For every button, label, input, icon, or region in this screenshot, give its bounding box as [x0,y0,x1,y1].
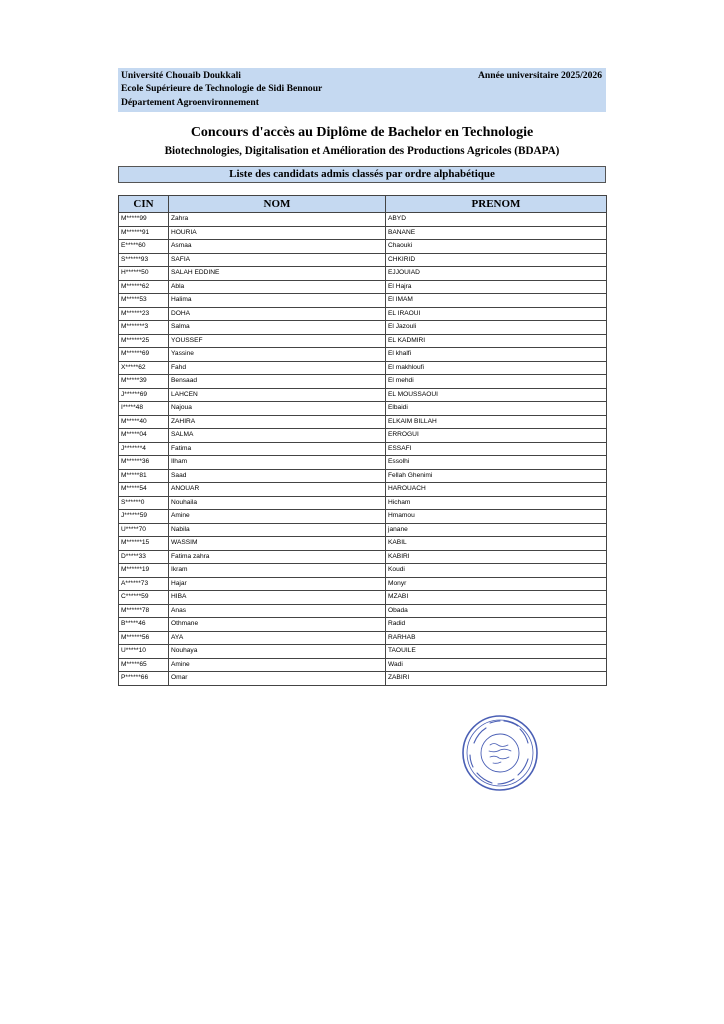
prenom-cell: El khalfi [386,348,607,362]
cin-cell: M******78 [119,604,169,618]
cin-cell: P******66 [119,672,169,686]
table-row [119,429,607,443]
nom-cell: Hajar [169,577,386,591]
prenom-cell: ESSAFI [386,442,607,456]
table-row [119,294,607,308]
column-header-cin: CIN [119,196,169,213]
table-row [119,334,607,348]
prenom-cell: Wadi [386,658,607,672]
prenom-cell: EJJOUIAD [386,267,607,281]
table-row [119,550,607,564]
cin-cell: M*****81 [119,469,169,483]
cin-cell: S******93 [119,253,169,267]
table-row [119,456,607,470]
cin-cell: U*****10 [119,645,169,659]
prenom-cell: Hicham [386,496,607,510]
page-title: Concours d'accès au Diplôme de Bachelor en Technologie [190,125,534,140]
column-header-prenom: PRENOM [386,196,607,213]
table-row [119,348,607,362]
cin-cell: M*****65 [119,658,169,672]
prenom-cell: BANANE [386,226,607,240]
prenom-cell: El Hajra [386,280,607,294]
academic-year: Année universitaire 2025/2026 [477,70,602,81]
department-name: Département Agroenvironnement [121,97,259,108]
cin-cell: A******73 [119,577,169,591]
table-row [119,388,607,402]
cin-cell: J******69 [119,388,169,402]
prenom-cell: TAOUILE [386,645,607,659]
table-row [119,321,607,335]
prenom-cell: El mehdi [386,375,607,389]
prenom-cell: RARHAB [386,631,607,645]
cin-cell: H******50 [119,267,169,281]
cin-cell: M*****99 [119,213,169,227]
nom-cell: Bensaad [169,375,386,389]
table-row [119,510,607,524]
table-row [119,361,607,375]
table-row [119,415,607,429]
prenom-cell: Obada [386,604,607,618]
table-row [119,658,607,672]
nom-cell: Amine [169,510,386,524]
cin-cell: J*******4 [119,442,169,456]
nom-cell: Abla [169,280,386,294]
candidates-table [118,195,607,686]
cin-cell: M*****04 [119,429,169,443]
prenom-cell: EL IRAOUI [386,307,607,321]
cin-cell: M******56 [119,631,169,645]
nom-cell: Othmane [169,618,386,632]
column-header-nom: NOM [169,196,386,213]
list-heading: Liste des candidats admis classés par ordre alphabétique [118,166,606,183]
institution-seal-icon [460,713,540,793]
nom-cell: Nouhaya [169,645,386,659]
nom-cell: Fatima zahra [169,550,386,564]
prenom-cell: ABYD [386,213,607,227]
prenom-cell: MZABI [386,591,607,605]
nom-cell: ZAHIRA [169,415,386,429]
cin-cell: M*****53 [119,294,169,308]
nom-cell: Fahd [169,361,386,375]
nom-cell: SAFIA [169,253,386,267]
table-row [119,537,607,551]
nom-cell: Najoua [169,402,386,416]
prenom-cell: ERROGUI [386,429,607,443]
prenom-cell: Chaouki [386,240,607,254]
cin-cell: C******59 [119,591,169,605]
table-row [119,226,607,240]
cin-cell: M*****40 [119,415,169,429]
cin-cell: J******59 [119,510,169,524]
table-row [119,375,607,389]
nom-cell: SALMA [169,429,386,443]
prenom-cell: Monyr [386,577,607,591]
nom-cell: Amine [169,658,386,672]
cin-cell: U*****70 [119,523,169,537]
table-row [119,564,607,578]
table-row [119,253,607,267]
table-row [119,645,607,659]
university-name: Université Chouaib Doukkali [121,70,241,81]
prenom-cell: HAROUACH [386,483,607,497]
prenom-cell: ZABIRI [386,672,607,686]
prenom-cell: El makhloufi [386,361,607,375]
nom-cell: Ikram [169,564,386,578]
table-row [119,307,607,321]
nom-cell: Nabila [169,523,386,537]
nom-cell: HOURIA [169,226,386,240]
table-row [119,496,607,510]
nom-cell: Halima [169,294,386,308]
prenom-cell: KABIRI [386,550,607,564]
prenom-cell: EL MOUSSAOUI [386,388,607,402]
cin-cell: M******91 [119,226,169,240]
nom-cell: Yassine [169,348,386,362]
table-row [119,672,607,686]
prenom-cell: Koudi [386,564,607,578]
cin-cell: M*****54 [119,483,169,497]
nom-cell: Salma [169,321,386,335]
nom-cell: Nouhaila [169,496,386,510]
table-row [119,604,607,618]
prenom-cell: El Jazouli [386,321,607,335]
prenom-cell: EL KADMIRI [386,334,607,348]
cin-cell: D*****33 [119,550,169,564]
nom-cell: Fatima [169,442,386,456]
nom-cell: Ilham [169,456,386,470]
prenom-cell: Fellah Ghenimi [386,469,607,483]
nom-cell: ANOUAR [169,483,386,497]
table-row [119,267,607,281]
table-row [119,213,607,227]
prenom-cell: ELKAIM BILLAH [386,415,607,429]
table-row [119,280,607,294]
cin-cell: M******69 [119,348,169,362]
table-row [119,618,607,632]
prenom-cell: Hmamou [386,510,607,524]
prenom-cell: Essolhi [386,456,607,470]
prenom-cell: janane [386,523,607,537]
program-subtitle: Biotechnologies, Digitalisation et Amélioration des Productions Agricoles (BDAPA) [164,145,560,157]
table-row [119,577,607,591]
cin-cell: M******23 [119,307,169,321]
cin-cell: B*****46 [119,618,169,632]
prenom-cell: Radid [386,618,607,632]
table-row [119,631,607,645]
cin-cell: M******19 [119,564,169,578]
nom-cell: Saad [169,469,386,483]
prenom-cell: CHKIRID [386,253,607,267]
nom-cell: YOUSSEF [169,334,386,348]
table-row [119,591,607,605]
nom-cell: AYA [169,631,386,645]
cin-cell: M******36 [119,456,169,470]
table-row [119,523,607,537]
cin-cell: M******25 [119,334,169,348]
nom-cell: HIBA [169,591,386,605]
cin-cell: X*****62 [119,361,169,375]
nom-cell: Asmaa [169,240,386,254]
nom-cell: Omar [169,672,386,686]
prenom-cell: KABIL [386,537,607,551]
institution-header [118,68,606,112]
cin-cell: E*****60 [119,240,169,254]
cin-cell: I*****48 [119,402,169,416]
school-name: Ecole Supérieure de Technologie de Sidi Bennour [121,83,323,94]
cin-cell: M*****39 [119,375,169,389]
nom-cell: Anas [169,604,386,618]
nom-cell: WASSIM [169,537,386,551]
nom-cell: DOHA [169,307,386,321]
nom-cell: Zahra [169,213,386,227]
table-row [119,402,607,416]
table-row [119,442,607,456]
cin-cell: M*******3 [119,321,169,335]
nom-cell: SALAH EDDINE [169,267,386,281]
table-row [119,240,607,254]
nom-cell: LAHCEN [169,388,386,402]
cin-cell: M******15 [119,537,169,551]
table-row [119,483,607,497]
table-row [119,469,607,483]
prenom-cell: Elbaidi [386,402,607,416]
prenom-cell: El IMAM [386,294,607,308]
table-header-row [119,196,607,213]
cin-cell: S******0 [119,496,169,510]
cin-cell: M******62 [119,280,169,294]
